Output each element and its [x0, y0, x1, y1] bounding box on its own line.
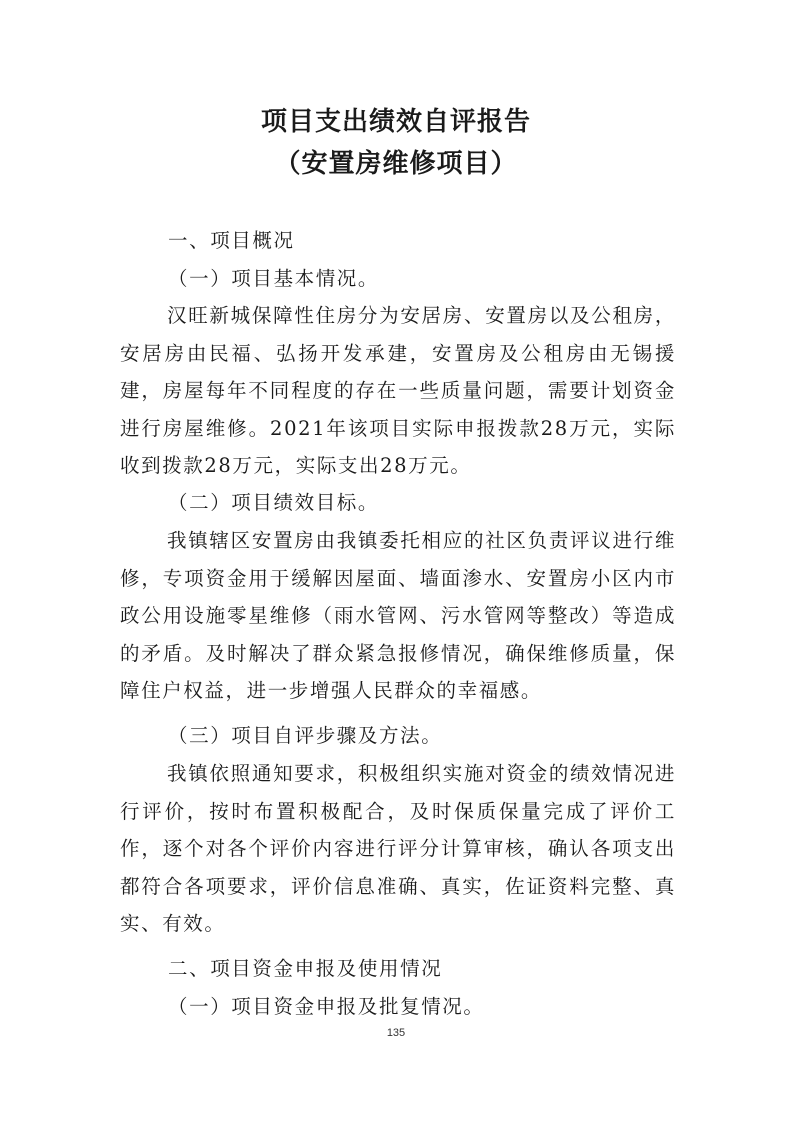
page-number: 135	[386, 1027, 406, 1039]
subsection-heading-basic-info: （一）项目基本情况。	[168, 267, 380, 290]
subsection-heading-performance-goals: （二）项目绩效目标。	[168, 491, 380, 514]
section-heading-project-overview: 一、项目概况	[168, 229, 295, 252]
section-heading-funding: 二、项目资金申报及使用情况	[168, 957, 443, 980]
document-title: 项目支出绩效自评报告	[260, 107, 531, 137]
subsection-heading-evaluation-method: （三）项目自评步骤及方法。	[168, 724, 443, 747]
paragraph-basic-info: 汉旺新城保障性住房分为安居房、安置房以及公租房，安居房由民福、弘扬开发承建，安置房及公租房由无锡援建，房屋每年不同程度的存在一些质量问题，需要计划资金进行房屋维修。2021年该项目实际申报拨款28万元，实际收到拨款28万元，实际支出28万元。	[120, 304, 676, 477]
paragraph-evaluation-method: 我镇依照通知要求，积极组织实施对资金的绩效情况进行评价，按时布置积极配合，及时保质保量完成了评价工作，逐个对各个评价内容进行评分计算审核，确认各项支出都符合各项要求，评价信息准确、真实，佐证资料完整、真实、有效。	[120, 762, 676, 935]
paragraph-performance-goals: 我镇辖区安置房由我镇委托相应的社区负责评议进行维修，专项资金用于缓解因屋面、墙面渗水、安置房小区内市政公用设施零星维修（雨水管网、污水管网等整改）等造成的矛盾。及时解决了群众紧急报修情况，确保维修质量，保障住户权益，进一步增强人民群众的幸福感。	[120, 529, 676, 702]
document-subtitle: （安置房维修项目）	[274, 149, 518, 179]
subsection-heading-funding-approval: （一）项目资金申报及批复情况。	[168, 995, 485, 1018]
